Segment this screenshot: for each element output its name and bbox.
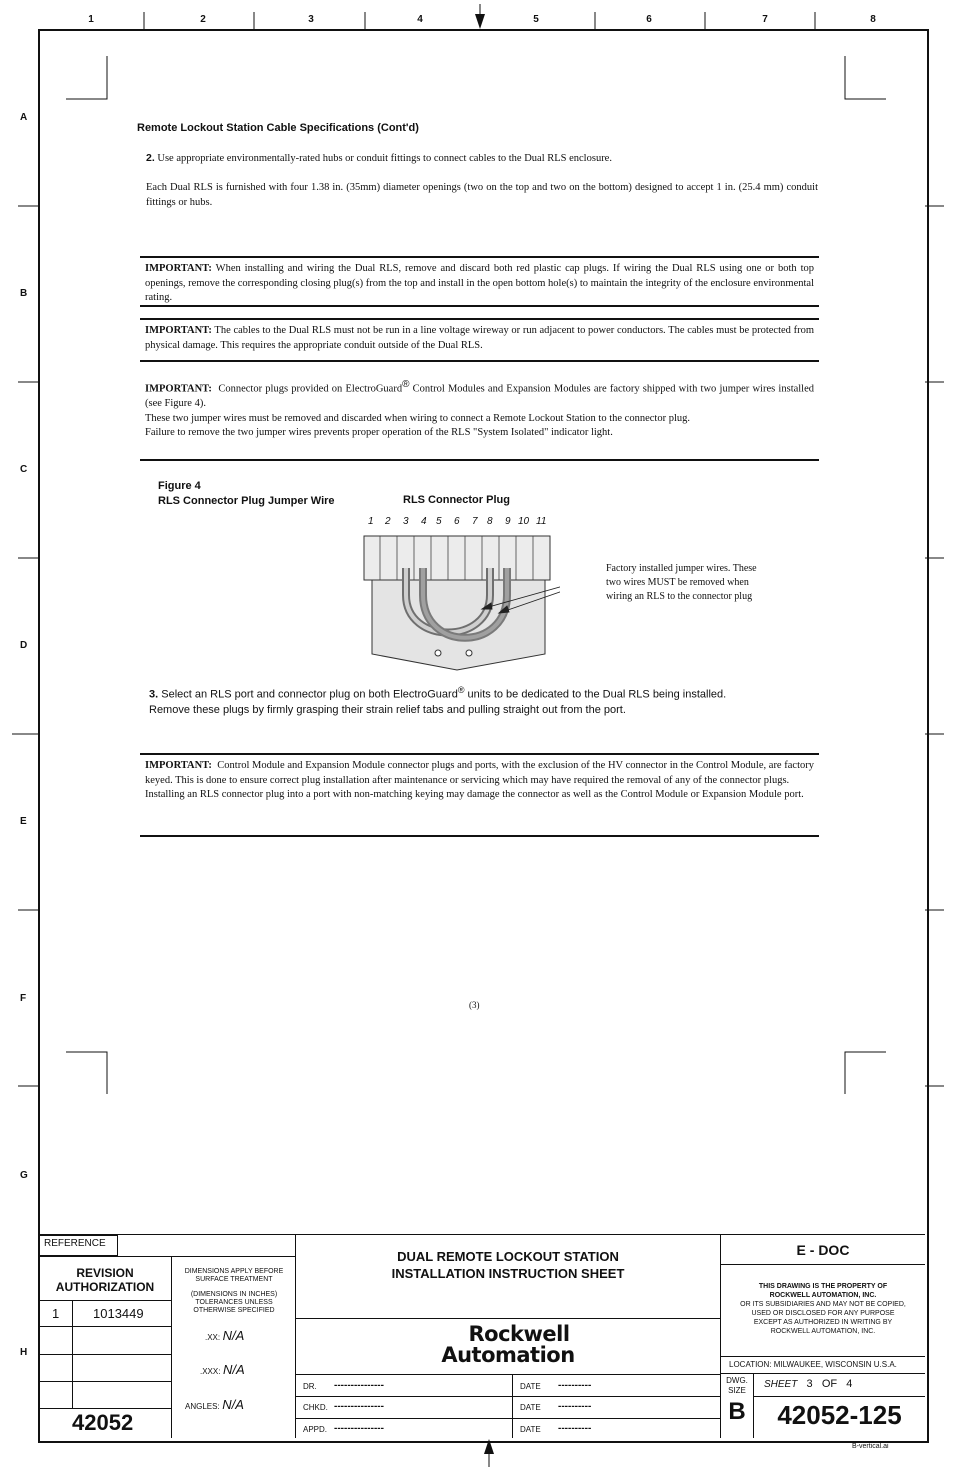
checked-by-label: CHKD. — [303, 1403, 328, 1412]
tolerance-label: .XX: — [205, 1333, 221, 1342]
row-label: H — [20, 1347, 28, 1358]
callout-line: Factory installed jumper wires. These — [606, 563, 757, 574]
pin-number: 1 — [368, 516, 374, 527]
revision-line: REVISION — [76, 1266, 134, 1280]
e-doc-label: E - DOC — [796, 1242, 850, 1258]
important-text: These two jumper wires must be removed and discarded when wiring to connect a Remote Lockout Station to the connector plug. — [145, 412, 690, 424]
important-note-4 — [140, 753, 819, 837]
important-text: When installing and wiring the Dual RLS, remove and discard both red plastic cap plugs. If wiring the Dual RLS using one or both top openings, remove the corresponding closing plug(s) from the top and install in the open bottom hole(s) to maintain the integrity of the enclosure environmental rating. — [145, 263, 814, 303]
registered-mark: ® — [402, 379, 410, 390]
notice-line: OR ITS SUBSIDIARIES AND MAY NOT BE COPIED, — [740, 1301, 906, 1308]
step-2 — [146, 151, 816, 166]
step-3-text: Remove these plugs by firmly grasping their strain relief tabs and pulling straight out from the port. — [149, 703, 626, 716]
registered-mark: ® — [457, 685, 465, 695]
openings-paragraph: Each Dual RLS is furnished with four 1.38 in. (35mm) diameter openings (two on the top and two on the bottom) designed to accept 1 in. (25.4 mm) conduit fittings or hubs. — [146, 182, 818, 208]
tolerance-xxx — [200, 1362, 245, 1377]
drawn-by-label: DR. — [303, 1382, 317, 1391]
important-label: IMPORTANT: — [145, 325, 212, 336]
dimensions-line: DIMENSIONS APPLY BEFORE — [184, 1268, 284, 1275]
row-label: B — [20, 288, 28, 299]
approved-by-label: APPD. — [303, 1425, 328, 1434]
part-number: 42052 — [72, 1410, 134, 1435]
important-label: IMPORTANT: — [145, 383, 212, 395]
date-value: ---------- — [558, 1401, 592, 1412]
property-notice — [721, 1282, 925, 1336]
tolerance-value: N/A — [222, 1328, 245, 1343]
drawing-size-label — [721, 1376, 753, 1396]
drawing-size: B — [728, 1398, 746, 1425]
step-3 — [149, 683, 814, 718]
sheet-number: 3 — [806, 1378, 813, 1390]
step-2-text: Use appropriate environmentally-rated hubs or conduit fittings to connect cables to the Dual RLS enclosure. — [157, 153, 612, 164]
tolerance-value: N/A — [222, 1397, 244, 1412]
date-value: ---------- — [558, 1380, 592, 1391]
revision-line: AUTHORIZATION — [55, 1280, 155, 1294]
checked-by-value: --------------- — [334, 1401, 384, 1412]
notice-line: THIS DRAWING IS THE PROPERTY OF — [758, 1283, 888, 1290]
sheet-of: OF — [821, 1378, 838, 1390]
size-label-line: SIZE — [728, 1386, 746, 1395]
pin-number: 10 — [518, 516, 530, 527]
column-label: 6 — [646, 14, 652, 25]
important-note-3 — [140, 372, 819, 461]
pin-number: 3 — [403, 516, 409, 527]
tolerance-label: ANGLES: — [185, 1402, 220, 1411]
title-line: DUAL REMOTE LOCKOUT STATION — [397, 1249, 619, 1264]
sheet-info — [764, 1378, 852, 1390]
important-text: Failure to remove the two jumper wires prevents proper operation of the RLS "System Isolated" indicator light. — [145, 427, 613, 438]
plug-title: RLS Connector Plug — [403, 494, 510, 506]
row-label: D — [20, 640, 28, 651]
column-label: 2 — [200, 14, 206, 25]
logo-line: Rockwell — [468, 1322, 570, 1346]
section-heading: Remote Lockout Station Cable Specifications (Cont'd) — [137, 122, 419, 134]
notice-line: EXCEPT AS AUTHORIZED IN WRITING BY — [753, 1319, 893, 1326]
dimensions-line: (DIMENSIONS IN INCHES) — [190, 1291, 278, 1298]
jumper-callout — [606, 562, 757, 604]
date-label: DATE — [520, 1425, 541, 1434]
pin-number: 6 — [454, 516, 460, 527]
row-label: A — [20, 112, 28, 123]
pin-number: 9 — [505, 516, 511, 527]
mounting-hole — [435, 650, 441, 656]
date-label: DATE — [520, 1403, 541, 1412]
important-text: Installing an RLS connector plug into a port with non-matching keying may damage the connector as well as the Control Module or Expansion Module port. — [145, 789, 804, 800]
dimensions-line: OTHERWISE SPECIFIED — [193, 1307, 275, 1314]
important-label: IMPORTANT: — [145, 263, 212, 274]
drawing-number: 42052-125 — [777, 1400, 902, 1430]
column-label: 7 — [762, 14, 768, 25]
title-line: INSTALLATION INSTRUCTION SHEET — [391, 1266, 625, 1281]
important-text: Connector plugs provided on ElectroGuard — [218, 383, 403, 395]
revision-authorization-number: 1013449 — [93, 1306, 144, 1321]
sheet-total: 4 — [846, 1378, 853, 1390]
step-3-text: units to be dedicated to the Dual RLS being installed. — [467, 688, 727, 701]
revision-label — [40, 1266, 170, 1294]
connector-plug-drawing — [360, 530, 560, 675]
rockwell-automation-logo — [296, 1324, 720, 1366]
important-note-2 — [140, 318, 819, 362]
notice-line: ROCKWELL AUTOMATION, INC. — [769, 1292, 877, 1299]
dimensions-note — [173, 1268, 295, 1315]
important-text: Control Module and Expansion Module connector plugs and ports, with the exclusion of the HV connector in the Control Module, are factory keyed. This is done to ensure correct plug installation after maintenance or servicing which may have required the removal of any of the connector plugs. — [145, 760, 815, 786]
figure-caption: RLS Connector Plug Jumper Wire — [158, 495, 335, 507]
column-label: 1 — [88, 14, 94, 25]
file-name: B-vertical.ai — [852, 1443, 889, 1450]
reference-label: REFERENCE — [44, 1238, 106, 1249]
column-label: 4 — [417, 14, 423, 25]
drawn-by-value: --------------- — [334, 1380, 384, 1391]
pin-number: 5 — [436, 516, 442, 527]
location: LOCATION: MILWAUKEE, WISCONSIN U.S.A. — [729, 1360, 897, 1369]
notice-line: ROCKWELL AUTOMATION, INC. — [770, 1328, 876, 1335]
date-label: DATE — [520, 1382, 541, 1391]
drawing-title — [296, 1248, 720, 1282]
plug-body — [372, 580, 545, 670]
mounting-hole — [466, 650, 472, 656]
important-label: IMPORTANT: — [145, 760, 212, 771]
notice-line: USED OR DISCLOSED FOR ANY PURPOSE — [751, 1310, 895, 1317]
column-label: 5 — [533, 14, 539, 25]
page-number: (3) — [469, 1000, 480, 1010]
pin-number: 7 — [472, 516, 478, 527]
step-3-number: 3. — [149, 688, 159, 701]
tolerance-value: N/A — [222, 1362, 245, 1377]
tolerance-angles — [185, 1397, 244, 1412]
column-label: 3 — [308, 14, 314, 25]
dimensions-line: TOLERANCES UNLESS — [195, 1299, 273, 1306]
pin-number: 11 — [536, 516, 547, 527]
tolerance-xx — [205, 1328, 244, 1343]
pin-number: 2 — [385, 516, 391, 527]
revision-number: 1 — [52, 1306, 60, 1321]
pin-number: 8 — [487, 516, 493, 527]
step-2-number: 2. — [146, 152, 155, 164]
terminal-block — [364, 536, 550, 580]
column-label: 8 — [870, 14, 876, 25]
important-text: The cables to the Dual RLS must not be run in a line voltage wireway or run adjacent to power conductors. The cables must be protected from physical damage. This requires the appropriate conduit outside of the Dual RLS. — [145, 325, 815, 351]
approved-by-value: --------------- — [334, 1423, 384, 1434]
step-3-text: Select an RLS port and connector plug on both ElectroGuard — [161, 688, 458, 701]
date-value: ---------- — [558, 1423, 592, 1434]
tolerance-label: .XXX: — [200, 1367, 221, 1376]
row-label: G — [20, 1170, 28, 1181]
important-note-1 — [140, 256, 819, 307]
row-label: C — [20, 464, 28, 475]
callout-line: two wires MUST be removed when — [606, 577, 749, 588]
pin-number: 4 — [421, 516, 427, 527]
important-text: Control Modules and Expansion Modules are factory shipped with two jumper wires installed (see Figure 4). — [145, 383, 815, 409]
callout-line: wiring an RLS to the connector plug — [606, 591, 753, 602]
logo-line: Automation — [441, 1343, 575, 1367]
figure-number: Figure 4 — [158, 480, 201, 492]
dimensions-line: SURFACE TREATMENT — [195, 1276, 273, 1283]
size-label-line: DWG. — [726, 1376, 748, 1385]
row-label: F — [20, 993, 27, 1004]
row-label: E — [20, 816, 27, 827]
sheet-label: SHEET — [764, 1379, 798, 1390]
